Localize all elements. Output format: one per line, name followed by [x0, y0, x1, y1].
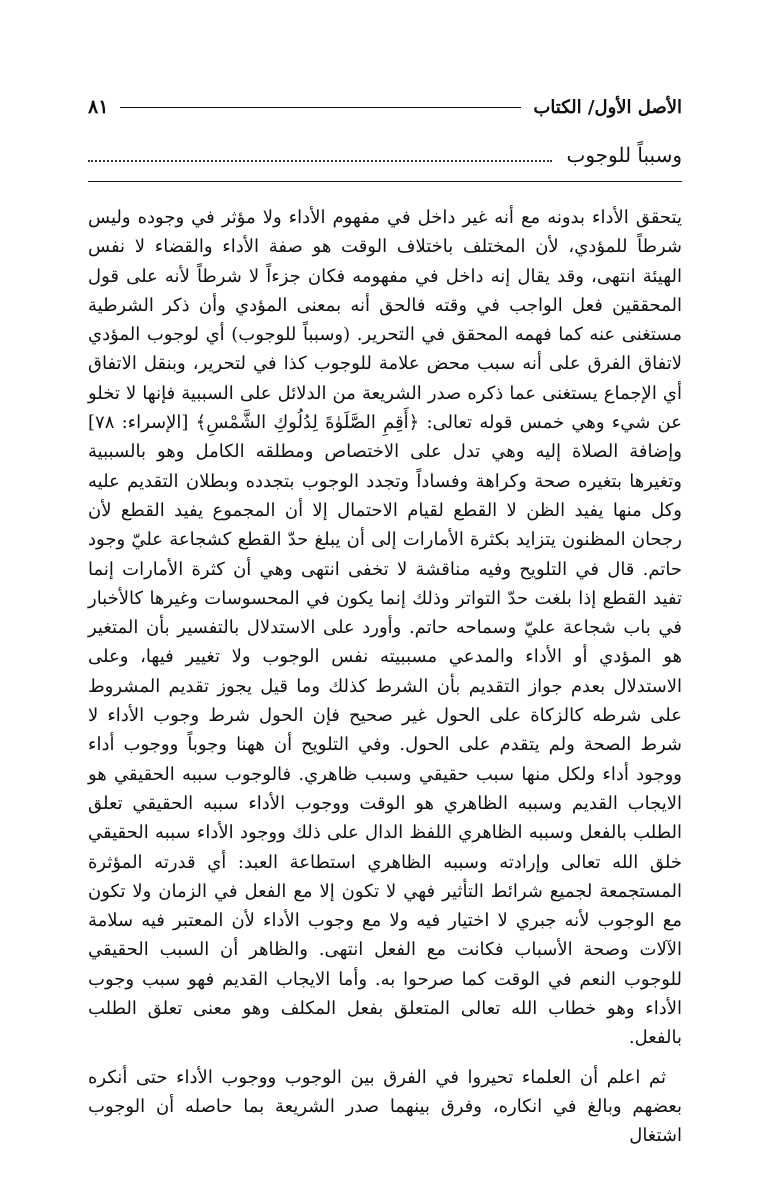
- running-header: [88, 92, 682, 122]
- matn-text: وسبباً للوجوب: [566, 143, 682, 167]
- matn-line: [88, 140, 682, 170]
- section-divider: [88, 181, 682, 182]
- page-number: ٨١: [88, 96, 109, 118]
- chapter-title: الأصل الأول/ الكتاب: [533, 96, 682, 118]
- header-rule: [120, 107, 521, 108]
- paragraph: يتحقق الأداء بدونه مع أنه غير داخل في مفهوم الأداء ولا مؤثر في وجوده وليس شرطاً للمؤدي، لأن المختلف باختلاف الوقت هو صفة الأداء والقضاء لا نفس الهيئة انتهى، وقد يقال إنه داخل في مفهومه فكان جزءاً لا شرطاً لأنه على قول المحققين فعل الواجب في وقته فالحق أنه بمعنى المؤدي وأن ذكر الشرطية مستغنى عنه كما فهمه المحقق في التحرير. (وسبباً للوجوب) أي لوجوب المؤدي لاتفاق الفرق على أنه سبب محض علامة للوجوب كذا في لتحرير، وبنقل الاتفاق أي الإجماع يستغنى عما ذكره صدر الشريعة من الدلائل على السببية فإنها لا تخلو عن شيء وهي خمس قوله تعالى: ﴿أَقِمِ الصَّلَوٰةَ لِدُلُوكِ الشَّمْسِ﴾ [الإسراء: ٧٨] وإضافة الصلاة إليه وهي تدل على الاختصاص ومطلقه الكامل وهو بالسببية وتغيرها بتغيره صحة وكراهة وفساداً وتجدد الوجوب بتجدده وبطلان التقديم عليه وكل منها يفيد الظن لا القطع لقيام الاحتمال إلا أن المجموع يفيد القطع لأن رجحان المظنون يتزايد بكثرة الأمارات إلى أن يبلغ حدّ القطع كشجاعة عليّ وجود حاتم. قال في التلويح وفيه مناقشة لا تخفى انتهى وهي أن كثرة الأمارات إنما تفيد القطع إذا بلغت حدّ التواتر وذلك إنما يكون في المحسوسات وغيرها كالأخبار في باب شجاعة عليّ وسماحه حاتم. وأورد على الاستدلال بالتفسير بأن المتغير هو المؤدي أو الأداء والمدعي مسببيته نفس الوجوب ولا تغيير فيها، وعلى الاستدلال بعدم جواز التقديم بأن الشرط كذلك وما قيل يجوز تقديم المشروط على شرطه كالزكاة على الحول غير صحيح فإن الحول شرط وجوب الأداء لا شرط الصحة ولم يتقدم على الحول. وفي التلويح أن ههنا وجوباً ووجوب أداء ووجود أداء ولكل منها سبب حقيقي وسبب ظاهري. فالوجوب سببه الحقيقي هو الايجاب القديم وسببه الظاهري هو الوقت ووجوب الأداء سببه الحقيقي تعلق الطلب بالفعل وسببه الظاهري اللفظ الدال على ذلك ووجود الأداء سببه الحقيقي خلق الله تعالى وإرادته وسببه الظاهري استطاعة العبد: أي قدرته المؤثرة المستجمعة لجميع شرائط التأثير فهي لا تكون إلا مع الفعل في الزمان ولا تكون مع الوجوب لأنه جبري لا اختيار فيه ولا مع وجوب الأداء لأن المعتبر فيه سلامة الآلات وصحة الأسباب فكانت مع الفعل انتهى. والظاهر أن السبب الحقيقي للوجوب النعم في الوقت كما صرحوا به. وأما الايجاب القديم فهو سبب وجوب الأداء وهو خطاب الله تعالى المتعلق بفعل المكلف وهو معنى تعلق الطلب بالفعل.: [88, 207, 682, 1049]
- commentary-text: [88, 203, 682, 1151]
- dotted-leader: [88, 160, 552, 162]
- paragraph: ثم اعلم أن العلماء تحيروا في الفرق بين الوجوب ووجوب الأداء حتى أنكره بعضهم وبالغ في انكاره، وفرق بينهما صدر الشريعة بما حاصله أن الوجوب اشتغال: [88, 1066, 682, 1147]
